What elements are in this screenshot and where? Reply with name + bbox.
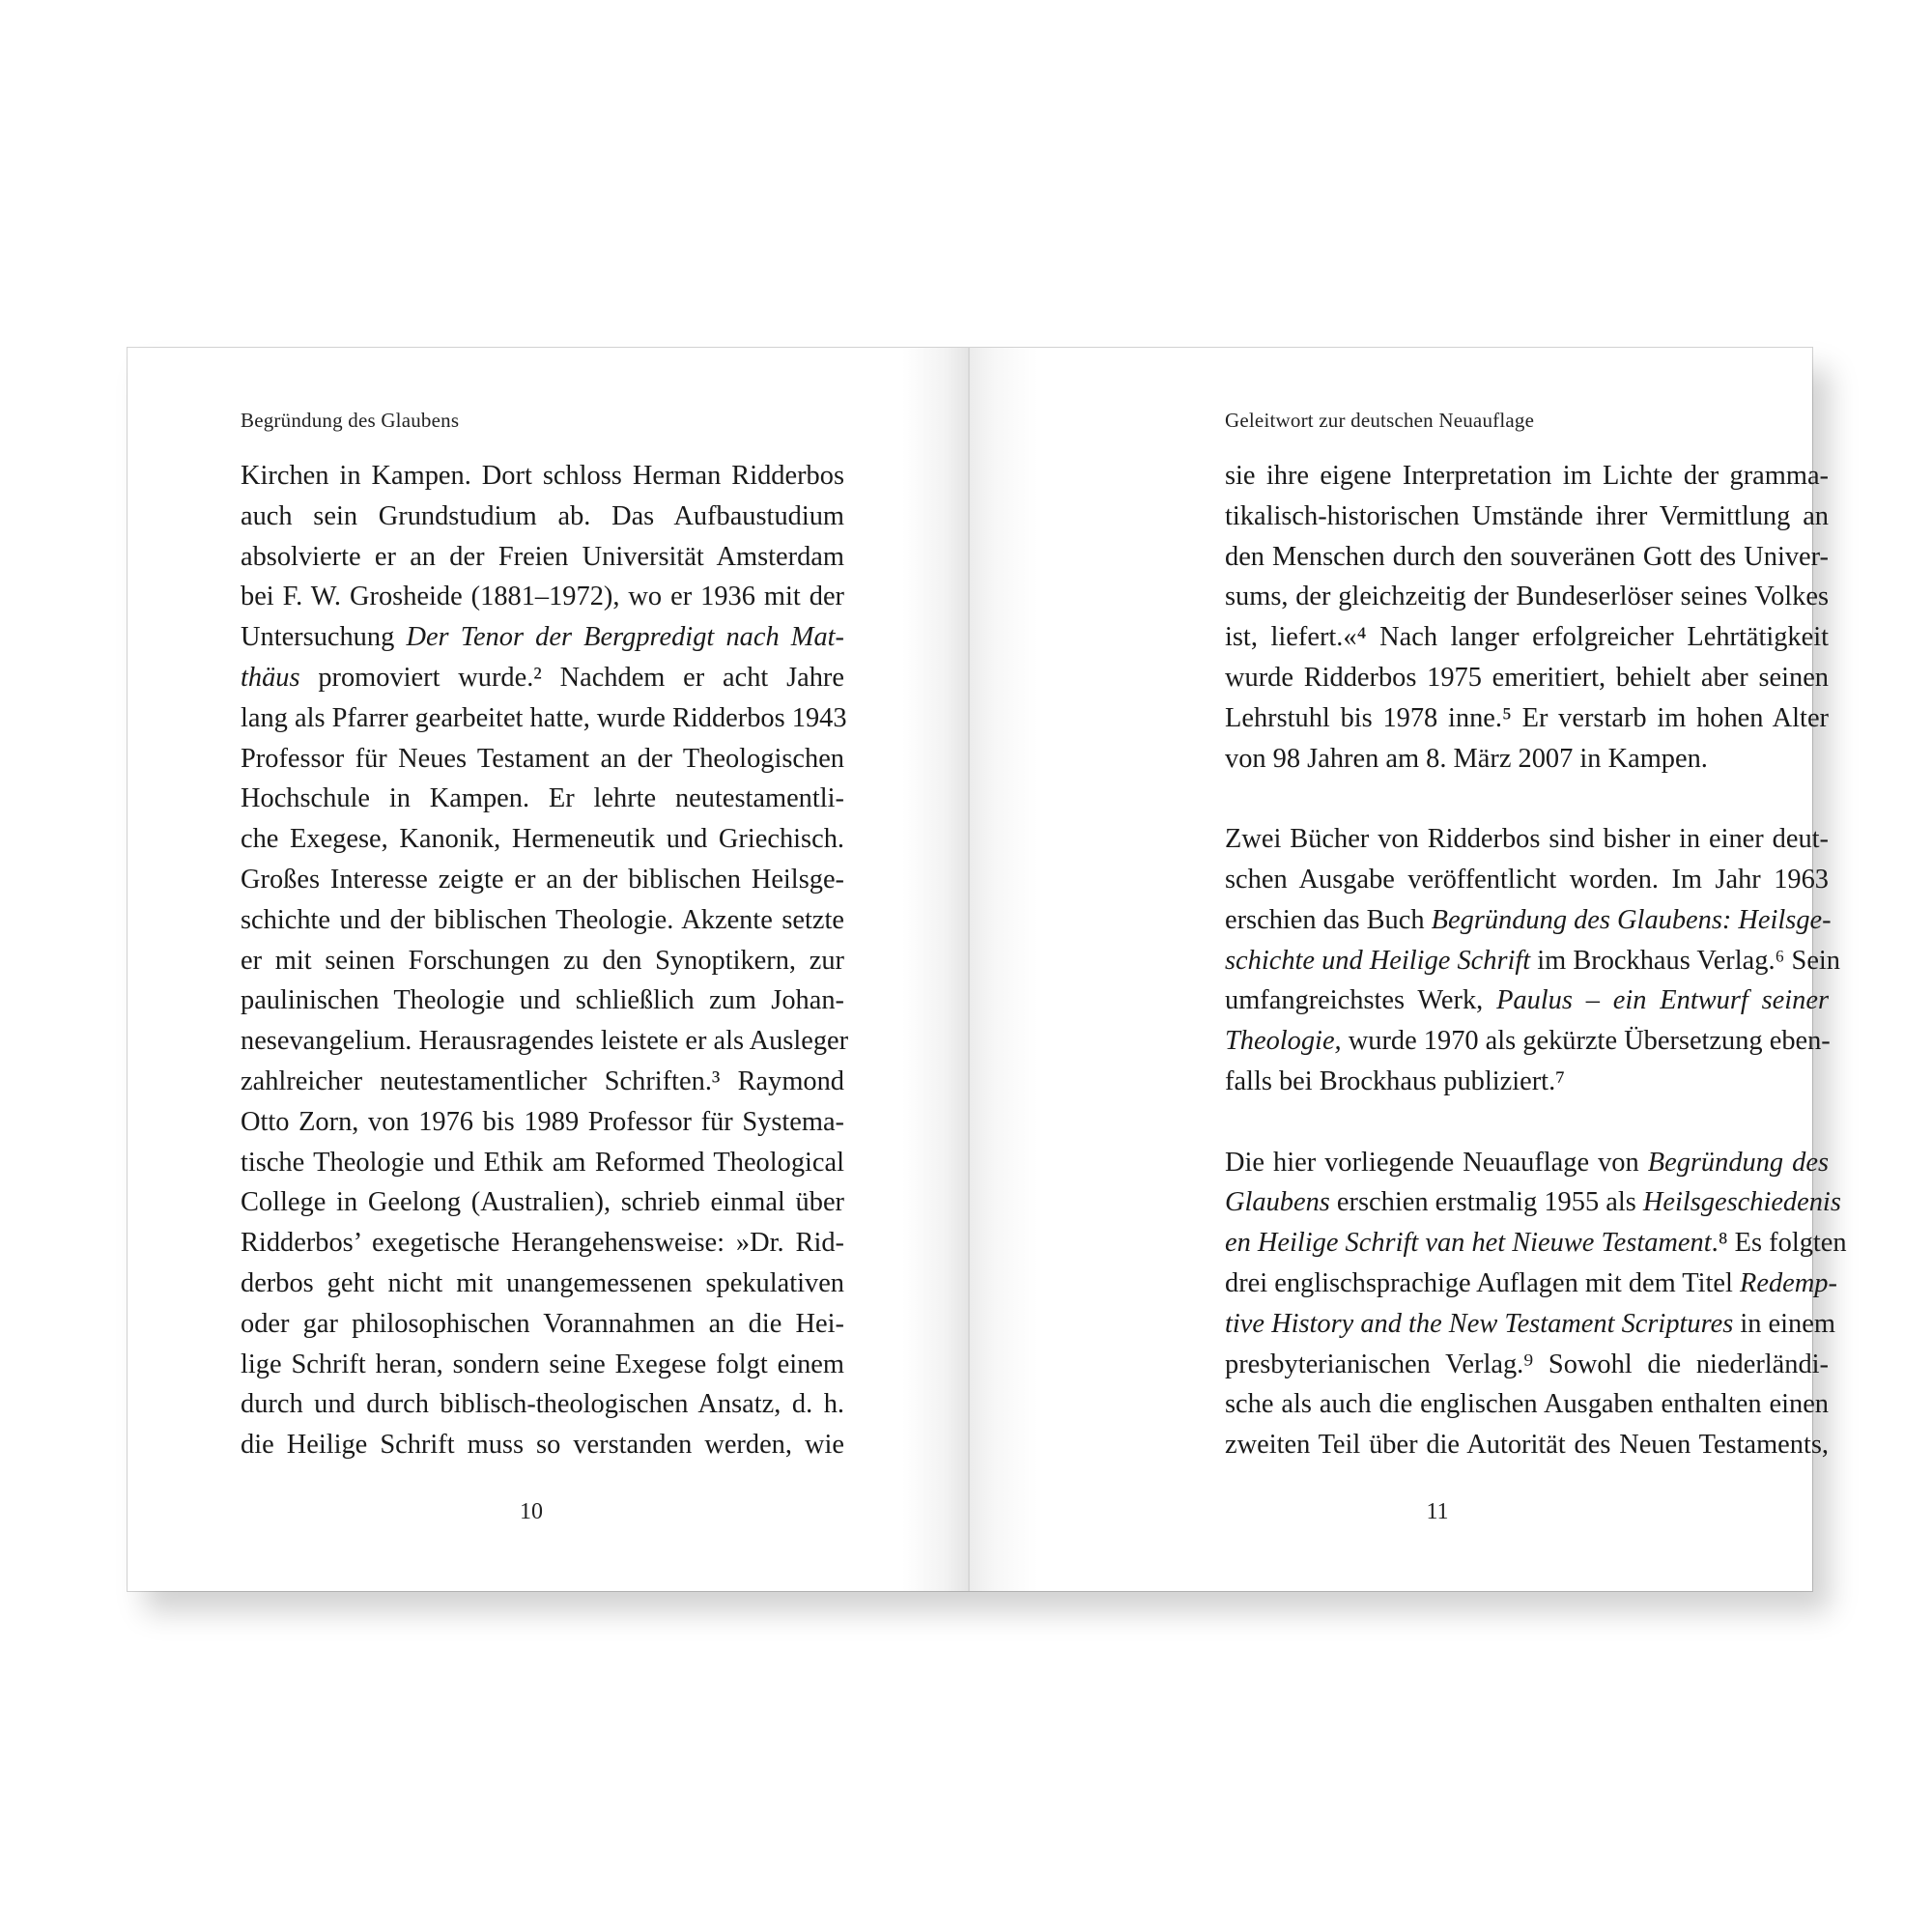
italic-title: Begründung des Glaubens: Heilsge-	[1431, 904, 1832, 935]
text-line	[241, 941, 844, 981]
text-run: Die hier vorliegende Neuauflage von	[1225, 1147, 1648, 1178]
text-run: ist, liefert.«⁴ Nach langer erfolgreicher Lehrtätigkeit	[1225, 622, 1829, 653]
text-line	[1225, 980, 1829, 1021]
text-line	[241, 698, 847, 739]
text-line	[241, 1304, 844, 1345]
text-run: Zwei Bücher von Ridderbos sind bisher in einer deut-	[1225, 824, 1829, 855]
text-run: tikalisch-historischen Umstände ihrer Vermittlung an	[1225, 500, 1829, 531]
text-run: er mit seinen Forschungen zu den Synoptikern, zur	[241, 945, 844, 976]
text-line	[241, 617, 844, 658]
text-run: zahlreicher neutestamentlicher Schriften.³ Raymond	[241, 1065, 844, 1096]
text-line	[241, 779, 844, 819]
text-run: Professor für Neues Testament an der Theologischen	[241, 743, 844, 774]
text-line	[241, 1182, 844, 1223]
right-page-body	[1225, 456, 1847, 1465]
text-line	[1225, 456, 1829, 497]
running-head-left: Begründung des Glaubens	[241, 409, 460, 432]
text-run: lige Schrift heran, sondern seine Exegese folgt einem	[241, 1349, 844, 1379]
italic-title: Redemp-	[1740, 1267, 1837, 1298]
text-line	[241, 497, 844, 537]
book-spread	[128, 348, 1847, 1591]
text-line	[1225, 497, 1829, 537]
page-number-right: 11	[1426, 1499, 1449, 1524]
text-line	[1225, 860, 1829, 900]
italic-title: Heilsgeschiedenis	[1642, 1187, 1841, 1218]
italic-title: Glaubens	[1225, 1187, 1330, 1218]
text-run: promoviert wurde.² Nachdem er acht Jahre	[299, 662, 844, 693]
text-run: derbos geht nicht mit unangemessenen spekulativen	[241, 1267, 844, 1298]
text-run: Ridderbos’ exegetische Herangehensweise: »Dr. Rid-	[241, 1228, 844, 1259]
page-number-left: 10	[520, 1499, 543, 1524]
text-run: durch und durch biblisch-theologischen Ansatz, d. h.	[241, 1389, 844, 1420]
italic-title: Theologie,	[1225, 1026, 1342, 1057]
paragraph-gap	[1225, 779, 1829, 819]
left-page-body	[241, 456, 849, 1465]
text-line	[241, 456, 844, 497]
italic-title: tive History and the New Testament Scriptures	[1225, 1308, 1734, 1339]
text-run: schen Ausgabe veröffentlicht worden. Im Jahr 1963	[1225, 864, 1829, 895]
text-line	[241, 739, 844, 780]
text-line	[1225, 1304, 1835, 1345]
text-run: zweiten Teil über die Autorität des Neuen Testaments,	[1225, 1430, 1829, 1461]
text-line	[1225, 1062, 1829, 1102]
italic-title: Der Tenor der Bergpredigt nach Mat-	[406, 622, 844, 653]
text-line	[241, 1425, 844, 1465]
running-head-right: Geleitwort zur deutschen Neuauflage	[1225, 409, 1535, 432]
text-line	[1225, 1384, 1829, 1425]
text-line	[241, 1062, 844, 1102]
text-run: falls bei Brockhaus publiziert.⁷	[1225, 1065, 1566, 1096]
text-run: Kirchen in Kampen. Dort schloss Herman Ridderbos	[241, 461, 844, 491]
text-run: Otto Zorn, von 1976 bis 1989 Professor für Systema-	[241, 1106, 844, 1137]
text-line	[1225, 698, 1829, 739]
paragraph-gap	[1225, 1102, 1829, 1143]
text-run: schichte und der biblischen Theologie. Akzente setzte	[241, 904, 844, 935]
italic-title: Begründung des	[1647, 1147, 1829, 1178]
text-line	[241, 577, 844, 617]
text-run: umfangreichstes Werk,	[1225, 985, 1497, 1016]
text-run: den Menschen durch den souveränen Gott des Univer-	[1225, 541, 1829, 572]
text-run: im Brockhaus Verlag.⁶ Sein	[1530, 945, 1841, 976]
text-run: sche als auch die englischen Ausgaben enthalten einen	[1225, 1389, 1829, 1420]
text-line	[1225, 1345, 1829, 1385]
text-line	[241, 1102, 844, 1143]
text-line	[1225, 617, 1829, 658]
text-line	[241, 860, 844, 900]
italic-title: thäus	[241, 662, 300, 693]
text-run: College in Geelong (Australien), schrieb einmal über	[241, 1187, 844, 1218]
text-run: drei englischsprachige Auflagen mit dem Titel	[1225, 1267, 1741, 1298]
text-run: lang als Pfarrer gearbeitet hatte, wurde Ridderbos 1943	[241, 702, 847, 733]
text-run: von 98 Jahren am 8. März 2007 in Kampen.	[1225, 743, 1708, 774]
text-run: presbyterianischen Verlag.⁹ Sowohl die niederländi-	[1225, 1349, 1829, 1379]
text-line	[1225, 941, 1841, 981]
text-line	[1225, 1425, 1829, 1465]
text-line	[1225, 577, 1829, 617]
italic-title: en Heilige Schrift van het Nieuwe Testament	[1225, 1228, 1712, 1259]
text-run: Hochschule in Kampen. Er lehrte neutestamentli-	[241, 783, 844, 814]
text-line	[241, 1021, 849, 1062]
text-run: oder gar philosophischen Vorannahmen an die Hei-	[241, 1308, 844, 1339]
text-run: paulinischen Theologie und schließlich zum Johan-	[241, 985, 844, 1016]
text-run: Großes Interesse zeigte er an der biblischen Heilsge-	[241, 864, 844, 895]
text-run: Untersuchung	[241, 622, 407, 653]
text-line	[1225, 1223, 1847, 1264]
text-line	[241, 1223, 844, 1264]
text-line	[1225, 537, 1829, 578]
text-run: erschien erstmalig 1955 als	[1329, 1187, 1643, 1218]
text-run: Lehrstuhl bis 1978 inne.⁵ Er verstarb im hohen Alter	[1225, 702, 1829, 733]
text-line	[241, 1345, 844, 1385]
text-line	[241, 819, 844, 860]
text-line	[241, 537, 844, 578]
text-line	[241, 1264, 844, 1304]
text-run: sie ihre eigene Interpretation im Lichte der gramma-	[1225, 461, 1829, 491]
text-line	[1225, 1143, 1829, 1183]
text-run: nesevangelium. Herausragendes leistete er als Ausleger	[241, 1026, 849, 1057]
text-run: wurde 1970 als gekürzte Übersetzung eben-	[1341, 1026, 1831, 1057]
text-line	[241, 980, 844, 1021]
text-line	[241, 658, 844, 698]
text-run: .⁸ Es folgten	[1711, 1228, 1847, 1259]
left-page	[128, 348, 970, 1591]
text-run: die Heilige Schrift muss so verstanden werden, wie	[241, 1430, 844, 1461]
text-run: sums, der gleichzeitig der Bundeserlöser seines Volkes	[1225, 582, 1829, 612]
text-line	[1225, 1264, 1837, 1304]
text-line	[1225, 1021, 1829, 1062]
text-run: che Exegese, Kanonik, Hermeneutik und Griechisch.	[241, 824, 844, 855]
text-run: in einem	[1733, 1308, 1835, 1339]
text-line	[1225, 900, 1832, 941]
text-line	[1225, 739, 1829, 780]
right-page	[970, 348, 1847, 1591]
text-run: bei F. W. Grosheide (1881–1972), wo er 1936 mit der	[241, 582, 844, 612]
text-line	[241, 900, 844, 941]
text-run: erschien das Buch	[1225, 904, 1432, 935]
text-line	[1225, 658, 1829, 698]
italic-title: schichte und Heilige Schrift	[1225, 945, 1531, 976]
text-line	[1225, 819, 1829, 860]
text-line	[241, 1143, 844, 1183]
text-run: absolvierte er an der Freien Universität Amsterdam	[241, 541, 844, 572]
text-run: auch sein Grundstudium ab. Das Aufbaustudium	[241, 500, 844, 531]
italic-title: Paulus – ein Entwurf seiner	[1496, 985, 1829, 1016]
text-run: wurde Ridderbos 1975 emeritiert, behielt aber seinen	[1225, 662, 1829, 693]
text-line	[241, 1384, 844, 1425]
text-line	[1225, 1182, 1841, 1223]
text-run: tische Theologie und Ethik am Reformed Theological	[241, 1147, 844, 1178]
